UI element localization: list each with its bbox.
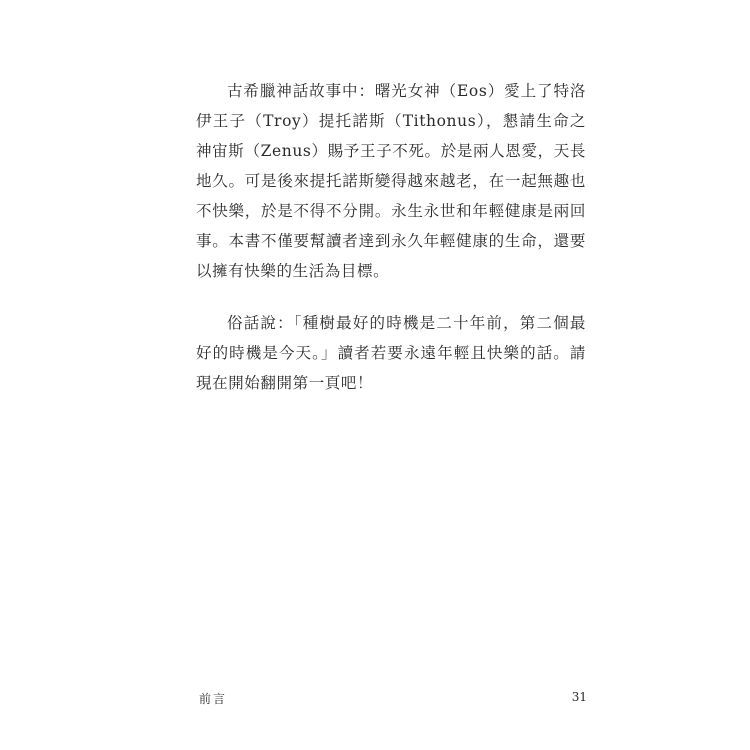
paragraph-proverb: 俗話說：「種樹最好的時機是二十年前，第二個最好的時機是今天。」讀者若要永遠年輕且快樂的話。請現在開始翻開第一頁吧！: [196, 314, 586, 392]
body-text: [196, 76, 586, 420]
page-number: 31: [571, 690, 587, 704]
paragraph-greek-myth: 古希臘神話故事中：曙光女神（Eos）愛上了特洛伊王子（Troy）提托諾斯（Tithonus），懇請生命之神宙斯（Zenus）賜予王子不死。於是兩人恩愛，天長地久。可是後來提托諾斯變得越來越老，在一起無趣也不快樂，於是不得不分開。永生永世和年輕健康是兩回事。本書不僅要幫讀者達到永久年輕健康的生命，還要以擁有快樂的生活為目標。: [196, 82, 586, 280]
running-footer-section-title: 前言: [199, 692, 228, 706]
